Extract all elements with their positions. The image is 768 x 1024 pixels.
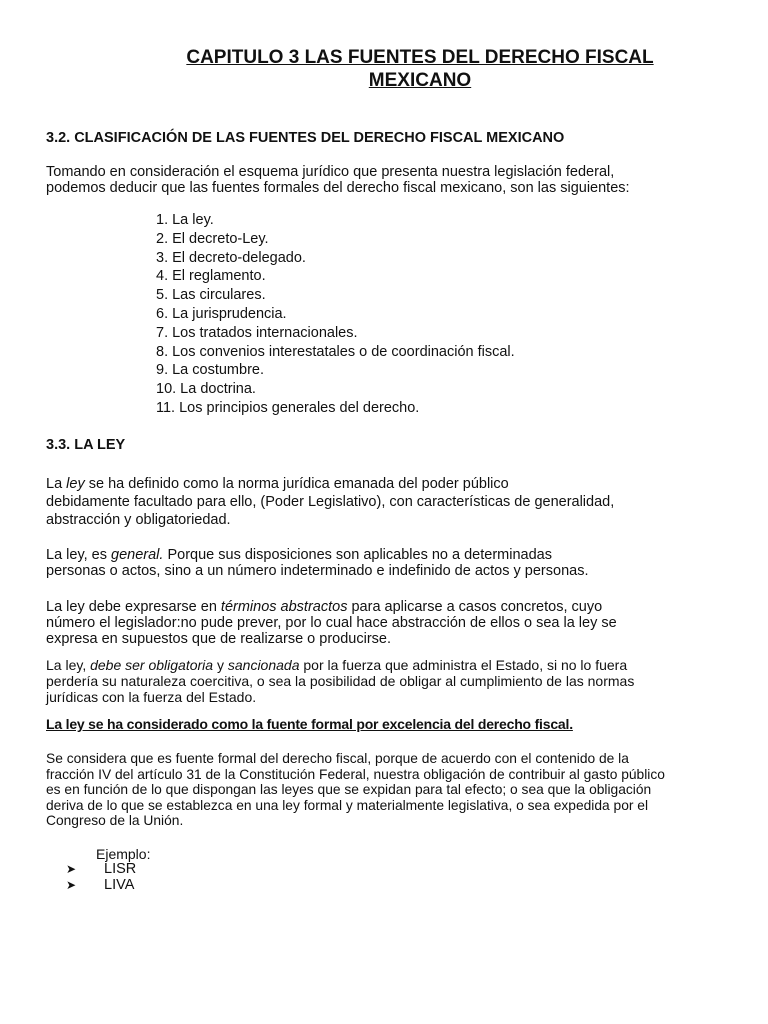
intro-paragraph (46, 164, 716, 196)
paragraph-line: La ley debe expresarse en términos abstractos para aplicarse a casos concretos, cuyo (46, 599, 603, 615)
list-item: 1. La ley. (156, 212, 214, 228)
italic-term: general. (111, 547, 164, 563)
paragraph-line: Se considera que es fuente formal del derecho fiscal, porque de acuerdo con el contenido de la (46, 751, 629, 766)
list-item: 8. Los convenios interestatales o de coordinación fiscal. (156, 343, 515, 360)
italic-term: sancionada (227, 657, 300, 673)
example-label: Ejemplo: (96, 846, 151, 862)
paragraph-line: La ley, es general. Porque sus disposiciones son aplicables no a determinadas (46, 547, 552, 563)
sources-list (156, 211, 515, 418)
list-item: 11. Los principios generales del derecho. (156, 399, 420, 416)
paragraph-definition (46, 475, 716, 529)
list-item: 3. El decreto-delegado. (156, 249, 306, 266)
list-item: 10. La doctrina. (156, 381, 256, 398)
paragraph-line: fracción IV del artículo 31 de la Constitución Federal, nuestra obligación de contribuir al gasto público (46, 766, 665, 782)
paragraph-line: perdería su naturaleza coercitiva, o sea la posibilidad de obligar al cumplimiento de las normas (46, 673, 635, 689)
paragraph-line: es en función de lo que dispongan las leyes que se expidan para tal efecto; o sea que la obligación (46, 782, 652, 797)
paragraph-line: jurídicas con la fuerza del Estado. (46, 689, 257, 705)
paragraph-line: La ley, debe ser obligatoria y sancionada por la fuerza que administra el Estado, si no lo fuera (46, 657, 628, 673)
section-heading-3-3: 3.3. LA LEY (46, 437, 126, 453)
paragraph-line: deriva de lo que se establezca en una ley formal y materialmente legislativa, o sea expedida por el (46, 797, 649, 813)
paragraph-general (46, 547, 716, 579)
paragraph-line: abstracción y obligatoriedad. (46, 512, 231, 528)
paragraph-line: debidamente facultado para ello, (Poder Legislativo), con características de generalidad, (46, 494, 615, 510)
paragraph-obligatory (46, 657, 736, 705)
intro-line-2: podemos deducir que las fuentes formales del derecho fiscal mexicano, son las siguientes: (46, 180, 630, 196)
paragraph-line: expresa en supuestos que de realizarse o producirse. (46, 631, 391, 647)
paragraph-abstract (46, 599, 716, 647)
italic-term: ley (66, 476, 85, 492)
paragraph-line: Congreso de la Unión. (46, 813, 184, 828)
paragraph-line: número el legislador:no pude prever, por lo cual hace abstracción de ellos o sea la ley se (46, 615, 617, 631)
list-item: 9. La costumbre. (156, 362, 264, 379)
paragraph-constitution (46, 751, 736, 829)
list-item (66, 877, 136, 893)
bold-statement: La ley se ha considerado como la fuente formal por excelencia del derecho fiscal. (46, 716, 573, 732)
chapter-title (150, 46, 690, 92)
section-heading-3-2: 3.2. CLASIFICACIÓN DE LAS FUENTES DEL DERECHO FISCAL MEXICANO (46, 130, 565, 146)
list-item: 6. La jurisprudencia. (156, 305, 287, 322)
arrowhead-bullet-icon: ➤ (66, 878, 77, 892)
list-item: 2. El decreto-Ley. (156, 230, 269, 247)
list-item: 5. Las circulares. (156, 287, 266, 304)
italic-term: términos abstractos (220, 599, 348, 615)
intro-line-1: Tomando en consideración el esquema jurídico que presenta nuestra legislación federal, (46, 164, 615, 180)
paragraph-line: La ley se ha definido como la norma jurídica emanada del poder público (46, 476, 509, 492)
chapter-title-line-2: MEXICANO (368, 70, 472, 91)
chapter-title-line-1: CAPITULO 3 LAS FUENTES DEL DERECHO FISCAL (186, 47, 654, 68)
list-item: 4. El reglamento. (156, 268, 266, 285)
example-item: LISR (104, 861, 137, 877)
arrowhead-bullet-icon: ➤ (66, 862, 77, 876)
example-item: LIVA (104, 877, 135, 893)
examples-list (66, 861, 136, 893)
italic-term: debe ser obligatoria (90, 657, 214, 673)
list-item (66, 861, 136, 877)
list-item: 7. Los tratados internacionales. (156, 324, 358, 341)
paragraph-line: personas o actos, sino a un número indeterminado e indefinido de actos y personas. (46, 563, 589, 579)
